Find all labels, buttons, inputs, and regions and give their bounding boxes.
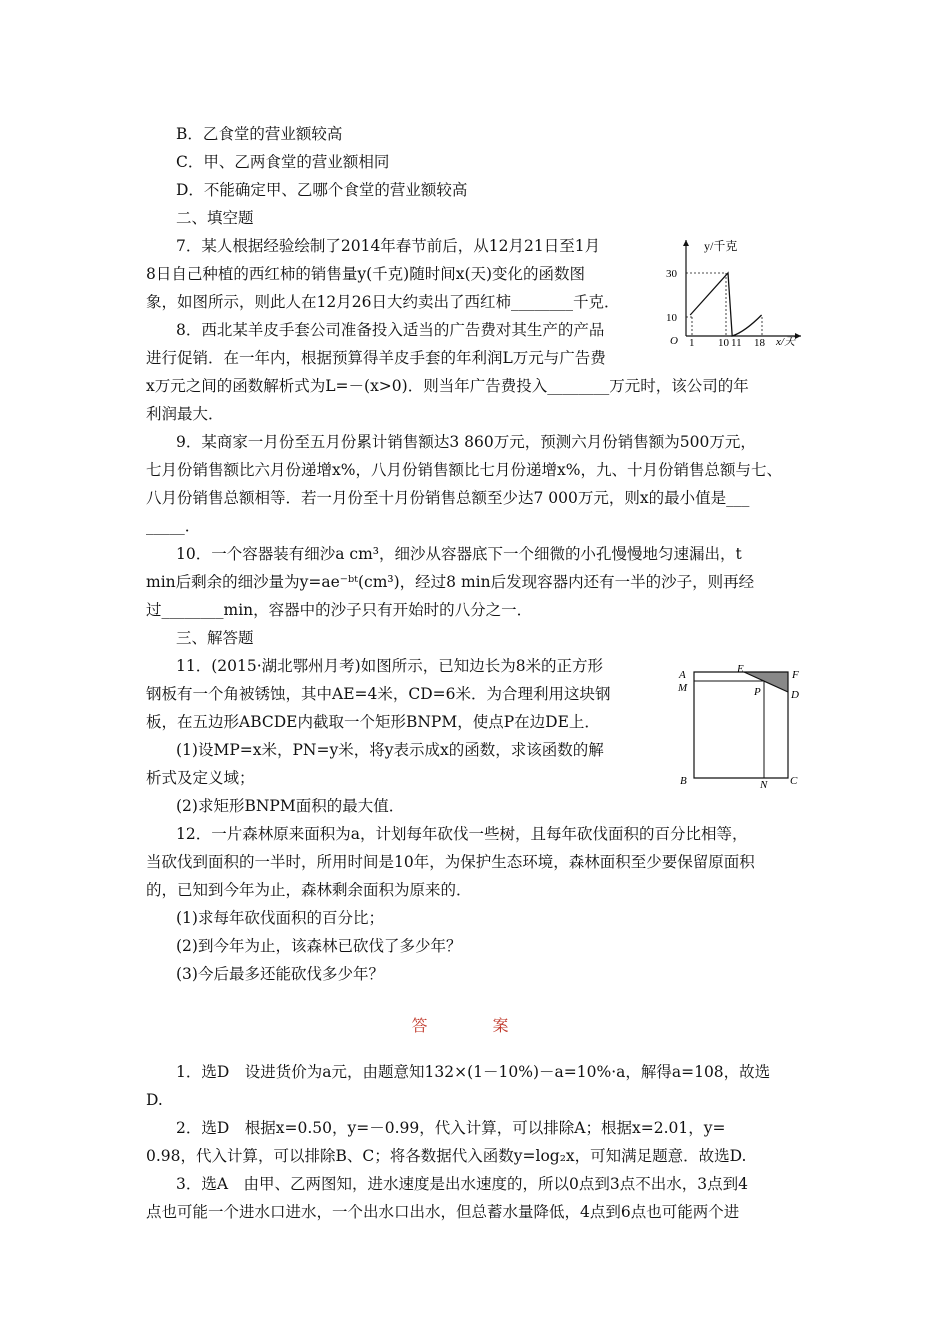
q9-line2: 七月份销售额比六月份递增x%，八月份销售额比七月份递增x%，九、十月份销售总额与七、 <box>146 461 782 479</box>
label-a: A <box>679 669 686 681</box>
q12-part3: (3)今后最多还能砍伐多少年？ <box>176 965 384 983</box>
x-axis-label: x/天 <box>776 336 795 348</box>
q12-line1: 12．一片森林原来面积为a，计划每年砍伐一些树，且每年砍伐面积的百分比相等， <box>176 825 748 843</box>
square-plate-figure <box>676 664 804 788</box>
x-tick-1: 1 <box>689 337 695 348</box>
q8-line2: 进行促销．在一年内，根据预算得羊皮手套的年利润L万元与广告费 <box>146 349 606 367</box>
answer-1-line2: D. <box>146 1091 163 1109</box>
q10-line1: 10．一个容器装有细沙a cm³，细沙从容器底下一个细微的小孔慢慢地匀速漏出，t <box>176 545 742 563</box>
section-fill-blank: 二、填空题 <box>176 209 254 227</box>
label-e: E <box>737 664 744 675</box>
q12-part2: (2)到今年为止，该森林已砍伐了多少年？ <box>176 937 462 955</box>
y-axis-arrow <box>683 240 689 246</box>
q8-line4: 利润最大． <box>146 405 224 423</box>
label-m: M <box>678 682 688 694</box>
x-tick-18: 18 <box>754 337 765 348</box>
q10-line2: min后剩余的细沙量为y=ae⁻ᵇᵗ(cm³)，经过8 min后发现容器内还有一半的沙子，则再经 <box>146 573 755 591</box>
x-tick-10: 10 <box>718 337 729 348</box>
q9-line3: 八月份销售总额相等．若一月份至十月份销售总额至少达7 000万元，则x的最小值是___ <box>146 489 750 507</box>
label-d: D <box>791 689 799 701</box>
q11-part2: (2)求矩形BNPM面积的最大值． <box>176 797 405 815</box>
x-tick-11: 11 <box>731 337 742 348</box>
q12-line3: 的，已知到今年为止，森林剩余面积为原来的． <box>146 881 472 899</box>
label-b: B <box>680 775 687 787</box>
q11-line3: 板，在五边形ABCDE内截取一个矩形BNPM，使点P在边DE上． <box>146 713 600 731</box>
answer-1-line1: 1．选D 设进货价为a元，由题意知132×(1－10%)－a=10%·a，解得a=108，故选 <box>176 1063 771 1081</box>
label-c: C <box>790 775 798 787</box>
q11-line1: 11．(2015·湖北鄂州月考)如图所示，已知边长为8米的正方形 <box>176 657 604 675</box>
y-tick-10: 10 <box>666 312 677 324</box>
answer-2-line2: 0.98，代入计算，可以排除B、C；将各数据代入函数y=log₂x，可知满足题意．故选D. <box>146 1147 747 1165</box>
answer-2-line1: 2．选D 根据x=0.50，y=－0.99，代入计算，可以排除A；根据x=2.01，y= <box>176 1119 726 1137</box>
y-tick-30: 30 <box>666 268 677 280</box>
answer-3-line1: 3．选A 由甲、乙两图知，进水速度是出水速度的，所以0点到3点不出水，3点到4 <box>176 1175 749 1193</box>
q7-line2: 8日自己种植的西红柿的销售量y(千克)随时间x(天)变化的函数图 <box>146 265 586 283</box>
q12-line2: 当砍伐到面积的一半时，所用时间是10年，为保护生态环境，森林面积至少要保留原面积 <box>146 853 755 871</box>
q7-line1: 7．某人根据经验绘制了2014年春节前后，从12月21日至1月 <box>176 237 601 255</box>
y-axis-label: y/千克 <box>704 239 738 253</box>
q7-line3: 象，如图所示，则此人在12月26日大约卖出了西红柿________千克． <box>146 293 620 311</box>
section-solve: 三、解答题 <box>176 629 254 647</box>
x-axis-arrow <box>795 333 801 339</box>
q10-line3: 过________min，容器中的沙子只有开始时的八分之一． <box>146 601 533 619</box>
label-n: N <box>760 779 768 788</box>
origin-label: O <box>670 335 678 347</box>
square-outline <box>694 672 788 778</box>
q8-line3: x万元之间的函数解析式为L=－(x>0)．则当年广告费投入________万元时，该公司的年 <box>146 377 749 395</box>
option-c: C．甲、乙两食堂的营业额相同 <box>176 153 390 171</box>
sales-graph <box>656 232 806 348</box>
option-d: D．不能确定甲、乙哪个食堂的营业额较高 <box>176 181 468 199</box>
answer-3-line2: 点也可能一个进水口进水，一个出水口出水，但总蓄水量降低，4点到6点也可能两个进 <box>146 1203 740 1221</box>
answer-title: 答 案 <box>411 1016 539 1035</box>
q11-part1-line1: (1)设MP=x米，PN=y米，将y表示成x的函数，求该函数的解 <box>176 741 604 759</box>
q11-part1-line2: 析式及定义域； <box>146 769 255 787</box>
option-b: B．乙食堂的营业额较高 <box>176 125 343 143</box>
q12-part1: (1)求每年砍伐面积的百分比； <box>176 909 384 927</box>
q9-line1: 9．某商家一月份至五月份累计销售额达3 860万元，预测六月份销售额为500万元， <box>176 433 756 451</box>
q8-line1: 8．西北某羊皮手套公司准备投入适当的广告费对其生产的产品 <box>176 321 605 339</box>
q11-line2: 钢板有一个角被锈蚀，其中AE=4米，CD=6米．为合理利用这块钢 <box>146 685 611 703</box>
label-p: P <box>754 686 761 698</box>
label-f: F <box>792 669 799 681</box>
q9-line4: _____． <box>146 517 201 535</box>
